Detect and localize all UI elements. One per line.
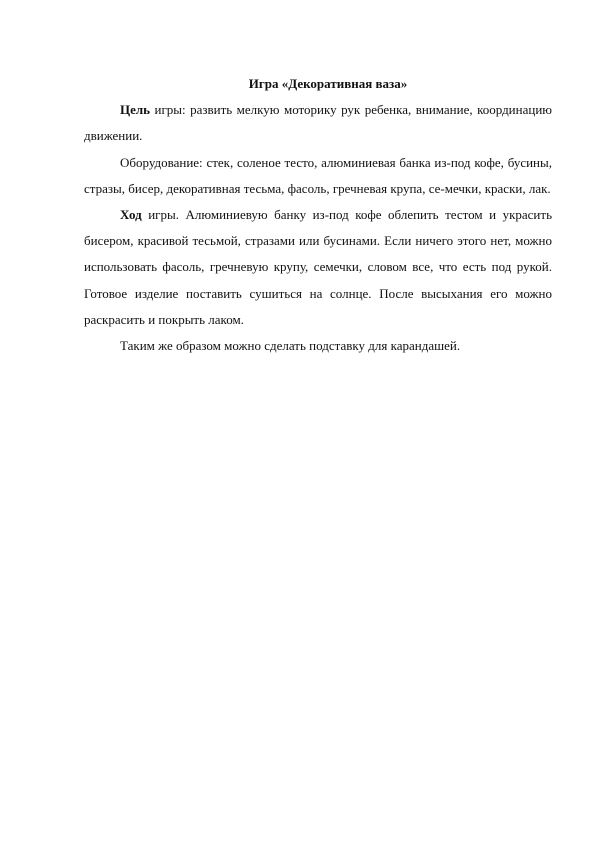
paragraph-equipment-text: Оборудование: стек, соленое тесто, алюминиевая банка из-под кофе, бусины, стразы, бисер, декоративная тесьма, фасоль, гречневая крупа, се-мечки, краски, лак.: [84, 154, 552, 196]
paragraph-goal: [84, 97, 552, 149]
document-title: Игра «Декоративная ваза»: [248, 76, 408, 91]
paragraph-equipment: [84, 150, 552, 202]
paragraph-goal-text: игры: развить мелкую моторику рук ребенка, внимание, координацию движении.: [84, 102, 552, 144]
paragraph-procedure-lead: Ход: [120, 207, 142, 223]
paragraph-procedure-text: игры. Алюминиевую банку из-под кофе облепить тестом и украсить бисером, красивой тесьмой, стразами или бусинами. Если ничего этого нет, можно использовать фасоль, гречневую крупу, семечки, словом все, что есть под рукой. Готовое изделие поставить сушиться на солнце. После высыхания его можно раскрасить и покрыть лаком.: [84, 207, 552, 327]
paragraph-note-text: Таким же образом можно сделать подставку для карандашей.: [120, 338, 461, 354]
paragraph-goal-lead: Цель: [120, 102, 151, 118]
paragraph-procedure: [84, 202, 552, 333]
paragraph-note: [84, 333, 552, 359]
document-body: [84, 71, 552, 359]
